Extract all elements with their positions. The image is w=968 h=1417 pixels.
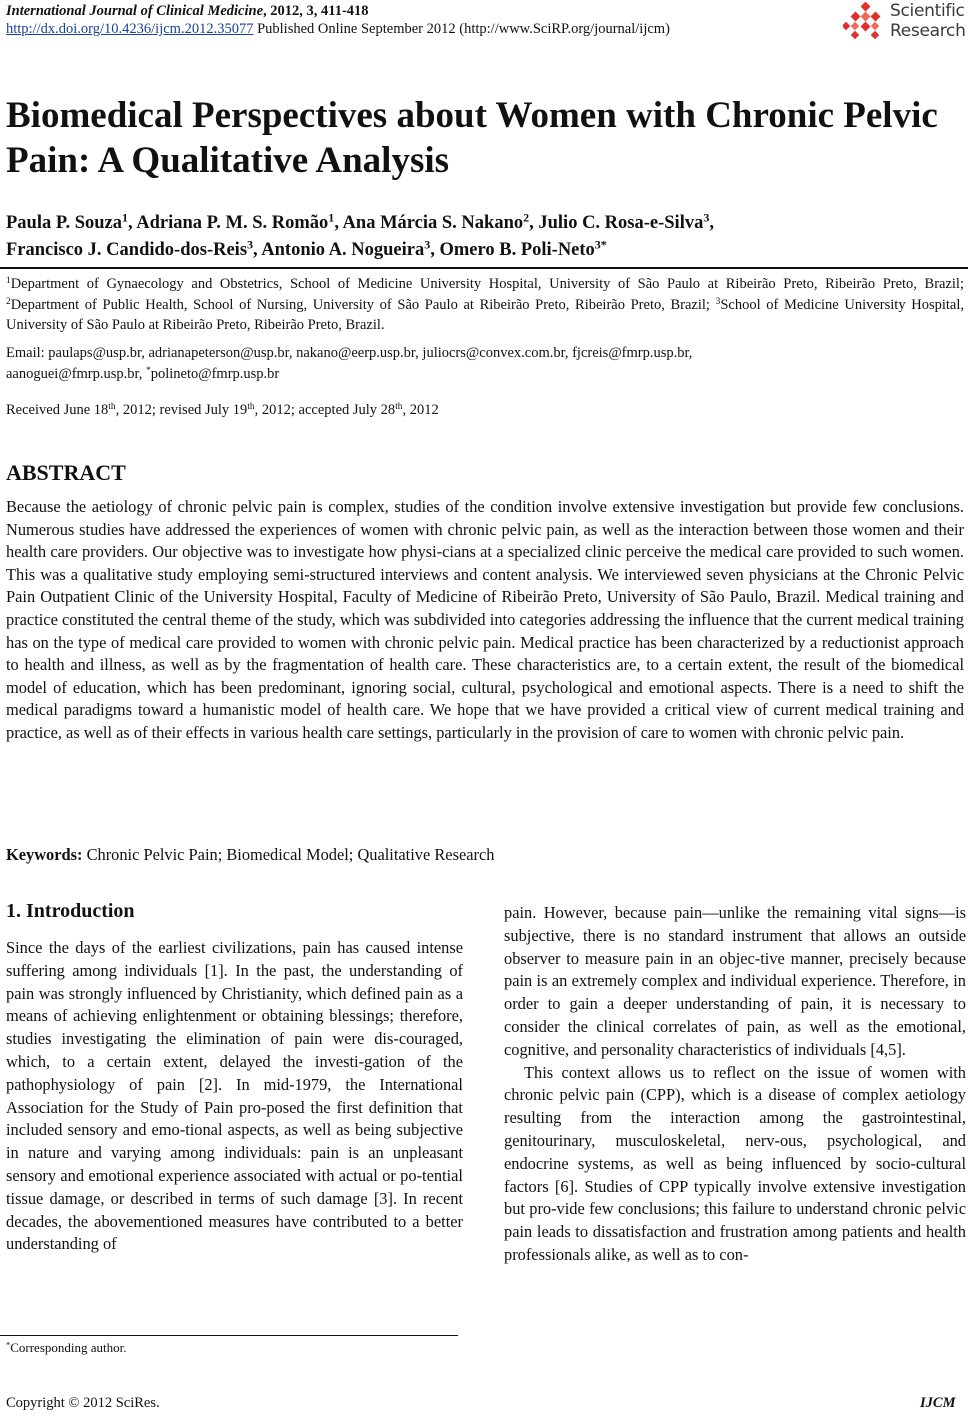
email-text: polineto@fmrp.usp.br (150, 365, 280, 382)
paragraph: pain. However, because pain—unlike the remaining vital signs—is subjective, there is no standard instrument that allows an outside observer to measure pain in an objec-tive manner, precisely because pain is an extremely complex and individual experience. Therefore, in order to gain a deeper understanding of pain, it is necessary to consider the clinical correlates of pain, as well as the emotional, cognitive, and personality characteristics of individuals [4,5]. (504, 903, 966, 1059)
author-affiliation-mark: 2 (523, 210, 530, 225)
author-name: , Julio C. Rosa-e-Silva (529, 213, 704, 233)
published-online-text: Published Online September 2012 (http://www.SciRP.org/journal/ijcm) (253, 21, 670, 37)
author-separator: , (709, 213, 714, 233)
footnote-mark: * (6, 1339, 11, 1350)
email-line (6, 364, 964, 385)
affiliation-mark: 2 (6, 296, 11, 307)
journal-citation (6, 3, 369, 20)
abstract-heading: ABSTRACT (6, 460, 126, 485)
header-rule (0, 267, 968, 269)
ordinal-suffix: th (247, 401, 255, 412)
logo-diamond-icon (843, 2, 887, 42)
section-heading-introduction: 1. Introduction (6, 900, 135, 922)
email-block (6, 343, 964, 384)
footnote-text: Corresponding author. (10, 1340, 127, 1355)
date-text: , 2012 (402, 402, 439, 418)
keywords-text: Chronic Pelvic Pain; Biomedical Model; Qualitative Research (82, 845, 495, 864)
affiliation-mark: 1 (6, 275, 11, 286)
email-line: Email: paulaps@usp.br, adrianapeterson@usp.br, nakano@eerp.usp.br, juliocrs@convex.com.br, fjcreis@fmrp.usp.br, (6, 345, 693, 361)
author-name: , Ana Márcia S. Nakano (334, 213, 524, 233)
affiliation-1: Department of Gynaecology and Obstetrics, School of Medicine University Hospital, University of São Paulo at Ribeirão Preto, Ribeirão Preto, Brazil; (10, 276, 964, 292)
corresponding-mark: * (146, 365, 151, 376)
journal-name: International Journal of Clinical Medicine (6, 3, 264, 19)
footnote (6, 1340, 126, 1356)
author-name: , Antonio A. Nogueira (253, 240, 425, 260)
keywords-label: Keywords: (6, 845, 83, 864)
author-affiliation-mark: 3 (247, 237, 254, 252)
author-affiliation-mark: 1 (328, 210, 335, 225)
affiliation-2: Department of Public Health, School of Nursing, University of São Paulo at Ribeirão Preto, Ribeirão Preto, Brazil; (10, 296, 716, 313)
ordinal-suffix: th (395, 401, 403, 412)
scientific-research-logo (843, 2, 968, 44)
logo-text-research: Research (890, 21, 966, 41)
paragraph: This context allows us to reflect on the issue of women with chronic pelvic pain (CPP), which is a disease of complex aetiology resulting from the interaction among the gastrointestinal, genitourinary, musculoskeletal, nerv-ous, psychological, and endocrine systems, as well as being influenced by socio-cultural factors [6]. Studies of CPP typically involve extensive investigation but pro-vide few conclusions; this failure to understand chronic pelvic pain leads to dissatisfaction and frustration among patients and health professionals alike, as well as to con- (504, 1062, 966, 1264)
journal-abbreviation: IJCM (920, 1395, 956, 1411)
date-text: , 2012; revised July 19 (115, 402, 248, 418)
intro-right-column (504, 902, 966, 1267)
affiliations (6, 274, 964, 336)
date-text: Received June 18 (6, 402, 109, 418)
received-dates (6, 402, 439, 419)
affiliation-3: School of Medicine University Hospital, University of São Paulo at Ribeirão Preto, Ribeirão Preto, Brazil. (6, 296, 964, 333)
ordinal-suffix: th (108, 401, 116, 412)
author-name: Francisco J. Candido-dos-Reis (6, 240, 248, 260)
logo-text-scientific: Scientific (890, 1, 965, 21)
article-title: Biomedical Perspectives about Women with Chronic Pelvic Pain: A Qualitative Analysis (6, 95, 938, 181)
author-name: , Omero B. Poli-Neto (430, 240, 595, 260)
email-text: aanoguei@fmrp.usp.br, (6, 365, 147, 382)
author-name: , Adriana P. M. S. Romão (128, 213, 329, 233)
copyright-notice: Copyright © 2012 SciRes. (6, 1395, 160, 1411)
author-affiliation-mark: 1 (122, 210, 129, 225)
keywords (6, 845, 494, 865)
date-text: , 2012; accepted July 28 (254, 402, 396, 418)
publication-line (6, 21, 670, 38)
author-list (6, 210, 966, 264)
footnote-rule (0, 1335, 458, 1336)
intro-left-column: Since the days of the earliest civilizations, pain has caused intense suffering among individuals [1]. In the past, the understanding of pain was strongly influenced by Christianity, which defined pain as a means of achieving enlightenment or obtaining blessings; therefore, studies investigating the elimination of pain were dis-couraged, which, to a certain extent, delayed the investi-gation of the pathophysiology of pain [2]. In mid-1979, the International Association for the Study of Pain pro-posed the first definition that included sensory and emo-tional aspects, as well as being subjective in nature and varying among individuals: pain is an unpleasant sensory and emotional experience associated with actual or po-tential tissue damage, or described in terms of such damage [3]. In recent decades, the abovementioned measures have contributed to a better understanding of (6, 938, 463, 1254)
abstract-text: Because the aetiology of chronic pelvic pain is complex, studies of the condition involve extensive investigation but provide few conclusions. Numerous studies have addressed the experiences of women with chronic pelvic pain, as well as the interaction between those women and their health care providers. Our objective was to investigate how physi-cians at a specialized clinic perceive the medical care provided to such women. This was a qualitative study employing semi-structured interviews and content analysis. We interviewed seven physicians at the Chronic Pelvic Pain Outpatient Clinic of the University Hospital, Faculty of Medicine of Ribeirão Preto, University of São Paulo, Brazil. Medical training and practice constituted the central theme of the study, which was subdivided into categories addressing the influence that the current medical training has on the type of medical care provided to women with chronic pelvic pain. Medical practice has been characterized by a reductionist approach to health and illness, as well as by the fragmentation of health care. These characteristics are, to a certain extent, the result of the biomedical model of education, which has been predominant, ignoring social, cultural, psychological and emotional aspects. There is a need to shift the medical paradigms toward a humanistic model of health care. We hope that we have provided a critical view of current medical training and practice, as well as of their effects in various health care settings, particularly in the provision of care to women with chronic pelvic pain. (6, 497, 964, 742)
author-name: Paula P. Souza (6, 213, 122, 233)
author-affiliation-mark: 3 (424, 237, 431, 252)
affiliation-mark: 3 (715, 296, 721, 307)
author-affiliation-mark: 3* (594, 237, 607, 252)
author-affiliation-mark: 3 (703, 210, 710, 225)
doi-link[interactable]: http://dx.doi.org/10.4236/ijcm.2012.35077 (6, 21, 254, 37)
volume-info: , 2012, 3, 411-418 (263, 3, 369, 19)
